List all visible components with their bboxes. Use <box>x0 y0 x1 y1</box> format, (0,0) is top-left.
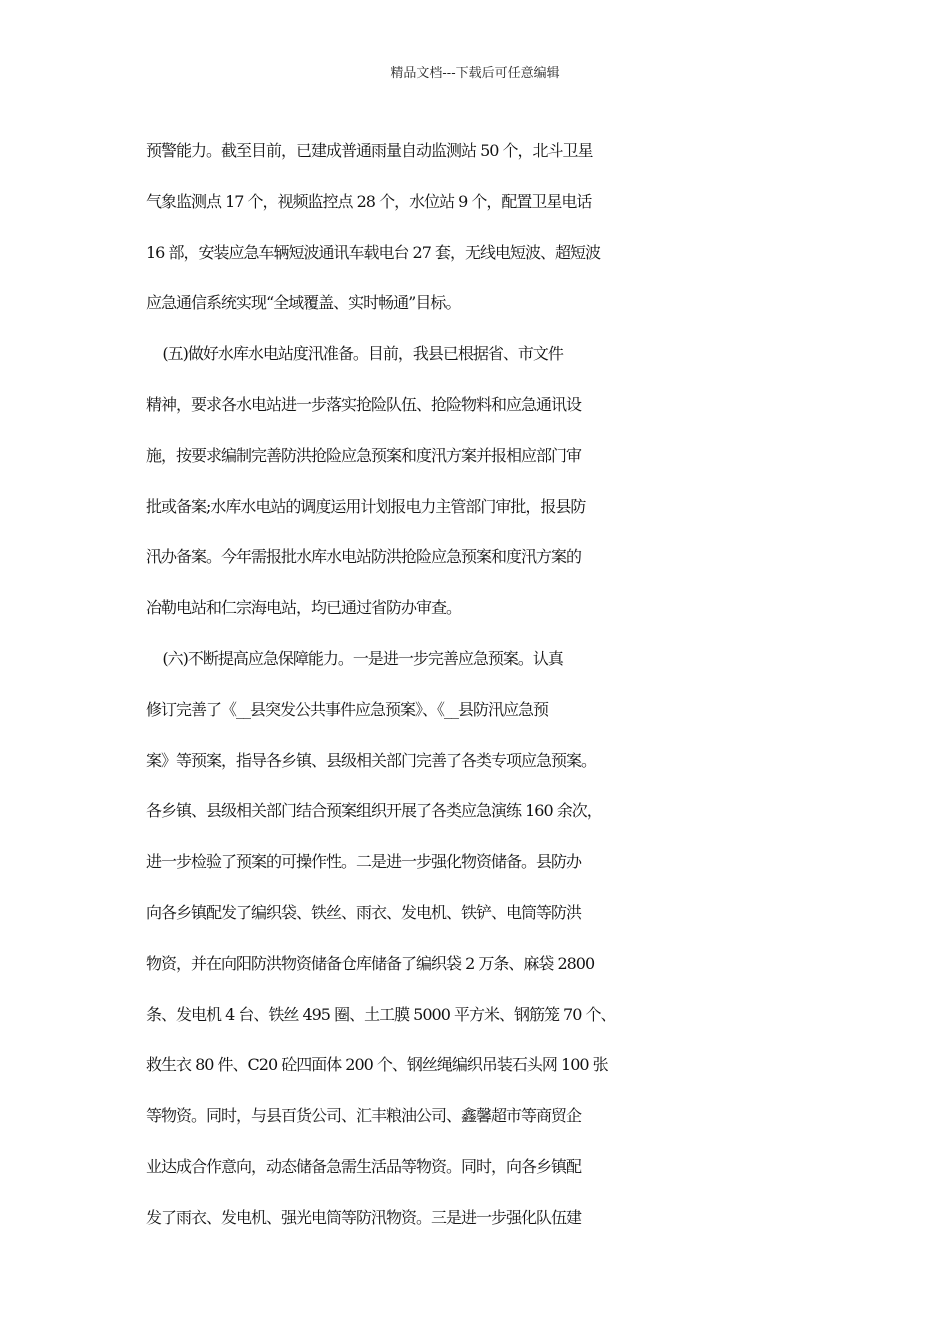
text-line: 汛办备案。今年需报批水库水电站防洪抢险应急预案和度汛方案的 <box>146 547 582 567</box>
text-line: 施，按要求编制完善防洪抢险应急预案和度汛方案并报相应部门审 <box>146 445 582 465</box>
text-line: 气象监测点 17 个，视频监控点 28 个，水位站 9 个，配置卫星电话 <box>146 191 592 211</box>
text-line: 应急通信系统实现“全域覆盖、实时畅通”目标。 <box>146 293 461 313</box>
text-line: 各乡镇、县级相关部门结合预案组织开展了各类应急演练 160 余次， <box>146 801 602 821</box>
text-line: 16 部，安装应急车辆短波通讯车载电台 27 套，无线电短波、超短波 <box>146 242 600 262</box>
text-line: 预警能力。截至目前，已建成普通雨量自动监测站 50 个，北斗卫星 <box>146 141 593 160</box>
text-line: (五)做好水库水电站度汛准备。目前，我县已根据省、市文件 <box>146 344 563 364</box>
text-line: 修订完善了《__县突发公共事件应急预案》、《__县防汛应急预 <box>146 699 549 719</box>
text-line: 冶勒电站和仁宗海电站，均已通过省防办审查。 <box>146 598 462 618</box>
text-line: 条、发电机 4 台、铁丝 495 圈、土工膜 5000 平方米、钢筋笼 70 个、 <box>146 1004 616 1024</box>
text-line: (六)不断提高应急保障能力。一是进一步完善应急预案。认真 <box>146 648 563 668</box>
text-line: 发了雨衣、发电机、强光电筒等防汛物资。三是进一步强化队伍建 <box>146 1207 582 1227</box>
page-header: 精品文档---下载后可任意编辑 <box>390 66 560 81</box>
document-body <box>146 126 950 1244</box>
text-line: 物资，并在向阳防洪物资储备仓库储备了编织袋 2 万条、麻袋 2800 <box>146 953 595 973</box>
text-line: 等物资。同时，与县百货公司、汇丰粮油公司、鑫馨超市等商贸企 <box>146 1106 582 1126</box>
text-line: 向各乡镇配发了编织袋、铁丝、雨衣、发电机、铁铲、电筒等防洪 <box>146 902 582 922</box>
text-line: 批或备案;水库水电站的调度运用计划报电力主管部门审批，报县防 <box>146 496 586 516</box>
text-line: 业达成合作意向，动态储备急需生活品等物资。同时，向各乡镇配 <box>146 1156 582 1176</box>
text-line: 进一步检验了预案的可操作性。二是进一步强化物资储备。县防办 <box>146 852 582 872</box>
text-line: 救生衣 80 件、C20 砼四面体 200 个、钢丝绳编织吊装石头网 100 张 <box>146 1055 608 1075</box>
text-line: 精神，要求各水电站进一步落实抢险队伍、抢险物料和应急通讯设 <box>146 394 582 414</box>
text-line: 案》等预案，指导各乡镇、县级相关部门完善了各类专项应急预案。 <box>146 750 597 770</box>
